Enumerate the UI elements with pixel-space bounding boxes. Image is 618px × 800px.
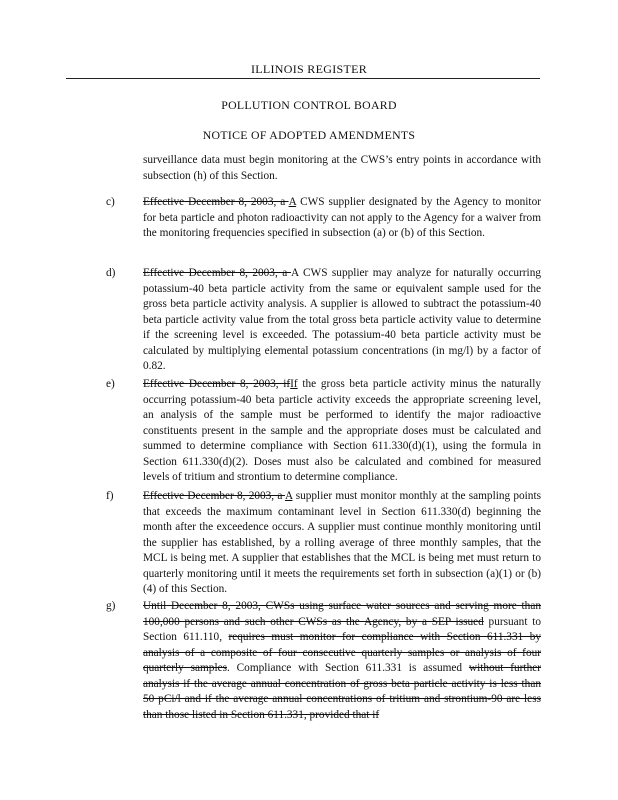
e-text-2: the gross beta particle activity minus the naturally occurring potassium-40 beta particle activity exceeds the appropriate screening level, an analysis of the sample must be performed to identify the major radioactive constituents present in the sample and the appropriate doses must be calculated and summed to determine compliance with Section 611.330(d)(1), using the formula in Section 611.330(d)(2). Doses must also be calculated and combined for measured levels of tritium and strontium to determine compliance.: [143, 378, 542, 483]
d-text: A CWS supplier may analyze for naturally occurring potassium-40 beta particle activity from the same or equivalent sample used for the gross beta particle activity analysis. A supplier is allowed to subtract the potassium-40 beta particle activity value from the total gross beta particle activity value to determine if the screening level is exceeded. The potassium-40 beta particle activity must be calculated by multiplying elemental potassium concentrations (in mg/l) by a factor of 0.82.: [143, 267, 541, 372]
e-underlined-text: If: [290, 378, 298, 390]
c-text-3: CWS supplier designated by the Agency to monitor for beta particle and photon radioactivity can not apply to the Agency for a waiver from the monitoring frequencies specified in subsection (a) or (b) of this Section.: [143, 196, 541, 239]
register-title: ILLINOIS REGISTER: [250, 62, 368, 76]
paragraph-d: [143, 266, 541, 375]
board-title: POLLUTION CONTROL BOARD: [221, 98, 397, 112]
f-text: supplier must monitor monthly at the sampling points that exceeds the maximum contaminant level in Section 611.330(d) beginning the month after the exceedence occurs. A supplier must continue monthly monitoring until the supplier has established, by a rolling average of three monthly samples, that the MCL is being met. A supplier that establishes that the MCL is being met must return to quarterly monitoring until it meets the requirements set forth in subsection (a)(1) or (b)(4) of this Section.: [143, 490, 541, 595]
header-rule: [66, 78, 540, 79]
paragraph-g: [143, 599, 541, 723]
label-f: f): [106, 490, 114, 502]
paragraph-f: [143, 489, 541, 598]
g-text-2: . Compliance with Section 611.331 is assumed: [227, 662, 469, 674]
label-d: d): [106, 267, 116, 279]
g-struck-text-2: requires must monitor for compliance with Section 611.331 by analysis of a composite of four consecutive quarterly samples or analysis of four quarterly samples: [143, 631, 541, 674]
intro-text: surveillance data must begin monitoring at the CWS’s entry points in accordance with subsection (h) of this Section.: [143, 154, 541, 182]
c-text-1: Effective December 8, 2003, a: [143, 196, 289, 208]
label-c: c): [106, 196, 115, 208]
label-e: e): [106, 378, 115, 390]
f-struck-text: Effective December 8, 2003, a: [143, 490, 285, 502]
intro-paragraph: [143, 153, 541, 184]
e-struck-text: December 8, 2003, if: [188, 378, 291, 390]
g-struck-text-1: Until December 8, 2003, CWSs using surface water sources and serving more than 100,000 persons and such other CWSs as the Agency, by a SEP issued: [143, 600, 541, 628]
g-struck-text-3: without further analysis if the average annual concentration of gross beta particle activity is less than 50 pCi/l and if the average annual concentrations of tritium and strontium-90 are less than those listed in Section 611.331, provided that if: [143, 662, 541, 721]
f-underlined-text: A: [284, 490, 293, 502]
paragraph-c: [143, 195, 541, 242]
e-text-1: Effective: [143, 378, 189, 390]
paragraph-e: [143, 377, 541, 486]
c-text-2: A: [288, 196, 297, 208]
label-g: g): [106, 600, 116, 612]
d-struck-text: Effective December 8, 2003, a: [143, 267, 292, 279]
notice-title: NOTICE OF ADOPTED AMENDMENTS: [202, 128, 416, 142]
g-text-1: pursuant to Section 611.110,: [143, 615, 541, 643]
